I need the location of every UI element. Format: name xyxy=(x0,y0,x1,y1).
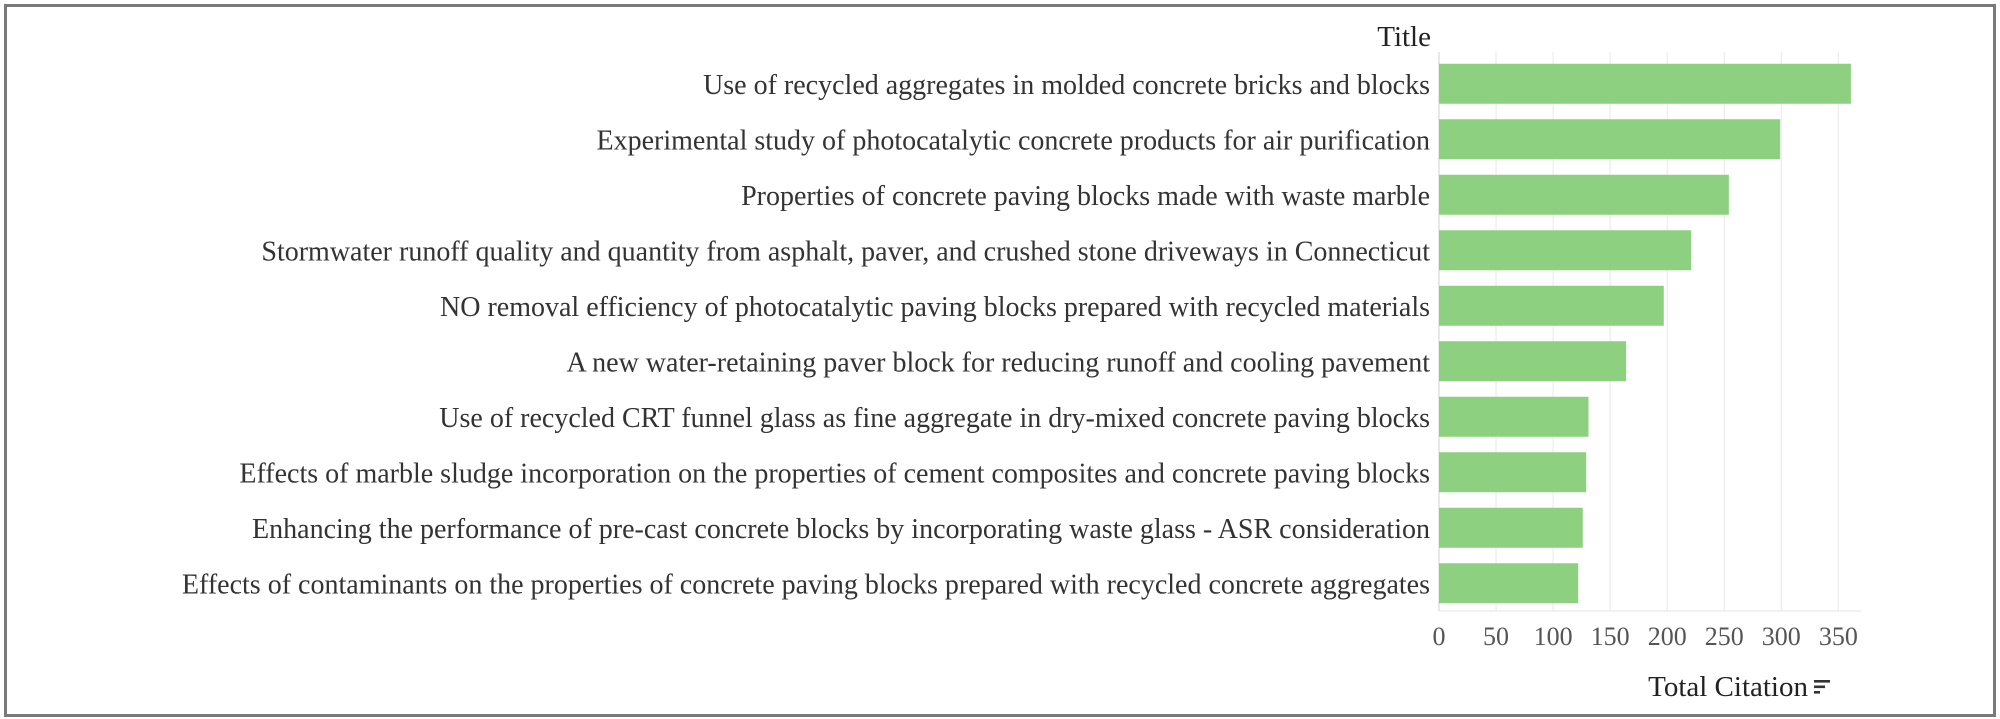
category-label: NO removal efficiency of photocatalytic paving blocks prepared with recycled materials xyxy=(440,291,1430,323)
bar[interactable] xyxy=(1439,175,1729,215)
category-label: Effects of contaminants on the properties of concrete paving blocks prepared with recycled concrete aggregates xyxy=(181,569,1430,601)
category-label: Experimental study of photocatalytic concrete products for air purification xyxy=(596,125,1430,157)
category-label: A new water-retaining paver block for reducing runoff and cooling pavement xyxy=(566,347,1430,379)
bar[interactable] xyxy=(1439,341,1626,381)
category-labels xyxy=(182,70,1430,601)
x-tick-label: 100 xyxy=(1533,622,1573,651)
x-tick-label: 200 xyxy=(1647,622,1687,651)
category-label: Use of recycled aggregates in molded concrete bricks and blocks xyxy=(703,69,1430,101)
bars xyxy=(1439,64,1851,604)
x-tick-label: 50 xyxy=(1483,622,1510,651)
bar[interactable] xyxy=(1439,119,1780,159)
category-label: Use of recycled CRT funnel glass as fine aggregate in dry-mixed concrete paving blocks xyxy=(439,402,1430,434)
x-tick-label: 250 xyxy=(1704,622,1744,651)
category-label: Effects of marble sludge incorporation on the properties of cement composites and concrete paving blocks xyxy=(239,458,1430,490)
y-axis-header: Title xyxy=(1377,21,1431,53)
category-label: Stormwater runoff quality and quantity from asphalt, paver, and crushed stone driveways in Connecticut xyxy=(261,236,1430,268)
bar[interactable] xyxy=(1439,508,1583,548)
bar[interactable] xyxy=(1439,563,1578,603)
bar[interactable] xyxy=(1439,64,1851,104)
x-tick-label: 300 xyxy=(1761,622,1801,651)
x-axis-ticks xyxy=(1433,622,1858,651)
x-tick-label: 350 xyxy=(1818,622,1858,651)
x-tick-label: 0 xyxy=(1432,622,1446,651)
sort-descending-icon[interactable] xyxy=(1814,680,1830,694)
bar[interactable] xyxy=(1439,230,1691,270)
bar[interactable] xyxy=(1439,452,1586,492)
x-tick-label: 150 xyxy=(1590,622,1630,651)
x-axis-title: Total Citation xyxy=(1648,671,1808,703)
category-label: Properties of concrete paving blocks made with waste marble xyxy=(741,180,1430,212)
bar[interactable] xyxy=(1439,286,1664,326)
category-label: Enhancing the performance of pre-cast concrete blocks by incorporating waste glass - ASR consideration xyxy=(252,513,1430,545)
bar[interactable] xyxy=(1439,397,1588,437)
